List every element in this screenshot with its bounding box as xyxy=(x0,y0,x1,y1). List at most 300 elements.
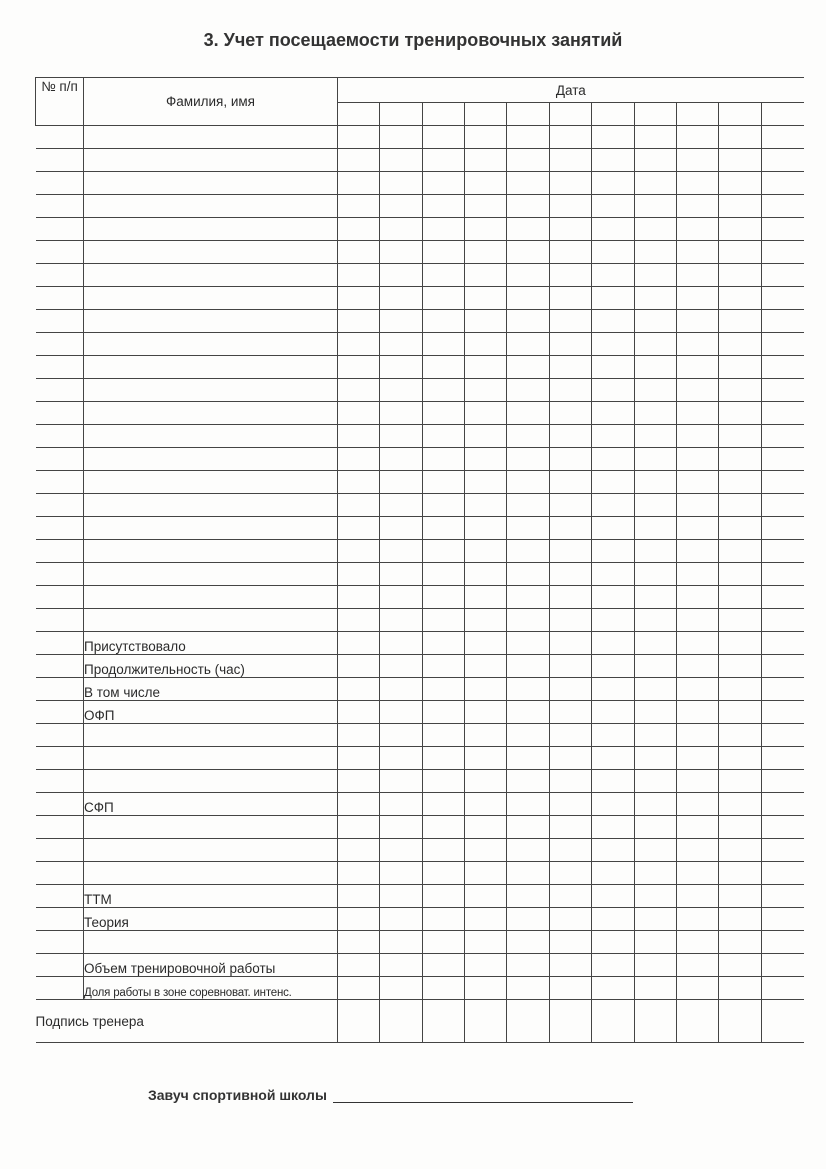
attendance-cell[interactable] xyxy=(549,287,591,310)
row-number-cell[interactable] xyxy=(36,356,84,379)
attendance-cell[interactable] xyxy=(549,563,591,586)
attendance-cell[interactable] xyxy=(338,264,380,287)
attendance-cell[interactable] xyxy=(676,839,718,862)
attendance-cell[interactable] xyxy=(507,885,549,908)
attendance-cell[interactable] xyxy=(422,218,464,241)
attendance-cell[interactable] xyxy=(422,517,464,540)
row-number-cell[interactable] xyxy=(36,770,84,793)
attendance-cell[interactable] xyxy=(380,977,422,1000)
name-cell[interactable] xyxy=(84,218,338,241)
attendance-cell[interactable] xyxy=(592,609,634,632)
attendance-cell[interactable] xyxy=(380,724,422,747)
attendance-cell[interactable] xyxy=(761,701,804,724)
attendance-cell[interactable] xyxy=(380,701,422,724)
attendance-cell[interactable] xyxy=(380,425,422,448)
date-slot[interactable] xyxy=(761,103,804,126)
attendance-cell[interactable] xyxy=(422,793,464,816)
date-slot[interactable] xyxy=(465,103,507,126)
attendance-cell[interactable] xyxy=(422,310,464,333)
attendance-cell[interactable] xyxy=(338,724,380,747)
date-slot[interactable] xyxy=(676,103,718,126)
name-cell[interactable] xyxy=(84,862,338,885)
attendance-cell[interactable] xyxy=(380,126,422,149)
attendance-cell[interactable] xyxy=(380,931,422,954)
attendance-cell[interactable] xyxy=(549,310,591,333)
attendance-cell[interactable] xyxy=(380,333,422,356)
attendance-cell[interactable] xyxy=(592,724,634,747)
attendance-cell[interactable] xyxy=(634,425,676,448)
attendance-cell[interactable] xyxy=(719,287,761,310)
attendance-cell[interactable] xyxy=(634,195,676,218)
attendance-cell[interactable] xyxy=(507,517,549,540)
attendance-cell[interactable] xyxy=(634,908,676,931)
attendance-cell[interactable] xyxy=(592,586,634,609)
attendance-cell[interactable] xyxy=(634,724,676,747)
attendance-cell[interactable] xyxy=(465,356,507,379)
name-cell[interactable] xyxy=(84,931,338,954)
name-cell[interactable] xyxy=(84,379,338,402)
attendance-cell[interactable] xyxy=(507,126,549,149)
attendance-cell[interactable] xyxy=(422,816,464,839)
attendance-cell[interactable] xyxy=(422,839,464,862)
attendance-cell[interactable] xyxy=(338,425,380,448)
attendance-cell[interactable] xyxy=(719,494,761,517)
attendance-cell[interactable] xyxy=(761,517,804,540)
row-number-cell[interactable] xyxy=(36,678,84,701)
attendance-cell[interactable] xyxy=(507,931,549,954)
attendance-cell[interactable] xyxy=(592,333,634,356)
attendance-cell[interactable] xyxy=(338,218,380,241)
attendance-cell[interactable] xyxy=(676,356,718,379)
attendance-cell[interactable] xyxy=(422,678,464,701)
attendance-cell[interactable] xyxy=(465,310,507,333)
name-cell[interactable] xyxy=(84,724,338,747)
attendance-cell[interactable] xyxy=(592,632,634,655)
attendance-cell[interactable] xyxy=(465,954,507,977)
attendance-cell[interactable] xyxy=(676,287,718,310)
attendance-cell[interactable] xyxy=(676,379,718,402)
attendance-cell[interactable] xyxy=(422,172,464,195)
attendance-cell[interactable] xyxy=(676,977,718,1000)
attendance-cell[interactable] xyxy=(338,494,380,517)
attendance-cell[interactable] xyxy=(380,885,422,908)
attendance-cell[interactable] xyxy=(549,126,591,149)
attendance-cell[interactable] xyxy=(465,793,507,816)
attendance-cell[interactable] xyxy=(338,632,380,655)
attendance-cell[interactable] xyxy=(507,816,549,839)
attendance-cell[interactable] xyxy=(338,678,380,701)
attendance-cell[interactable] xyxy=(422,563,464,586)
attendance-cell[interactable] xyxy=(507,954,549,977)
name-cell[interactable] xyxy=(84,241,338,264)
attendance-cell[interactable] xyxy=(380,149,422,172)
attendance-cell[interactable] xyxy=(549,931,591,954)
attendance-cell[interactable] xyxy=(465,747,507,770)
attendance-cell[interactable] xyxy=(676,149,718,172)
attendance-cell[interactable] xyxy=(634,816,676,839)
attendance-cell[interactable] xyxy=(507,471,549,494)
row-number-cell[interactable] xyxy=(36,517,84,540)
attendance-cell[interactable] xyxy=(592,517,634,540)
attendance-cell[interactable] xyxy=(592,287,634,310)
attendance-cell[interactable] xyxy=(465,655,507,678)
attendance-cell[interactable] xyxy=(507,356,549,379)
row-number-cell[interactable] xyxy=(36,655,84,678)
attendance-cell[interactable] xyxy=(380,816,422,839)
attendance-cell[interactable] xyxy=(634,287,676,310)
attendance-cell[interactable] xyxy=(338,908,380,931)
attendance-cell[interactable] xyxy=(465,885,507,908)
attendance-cell[interactable] xyxy=(507,172,549,195)
attendance-cell[interactable] xyxy=(507,563,549,586)
attendance-cell[interactable] xyxy=(719,218,761,241)
attendance-cell[interactable] xyxy=(634,471,676,494)
date-slot[interactable] xyxy=(507,103,549,126)
row-number-cell[interactable] xyxy=(36,701,84,724)
attendance-cell[interactable] xyxy=(676,172,718,195)
attendance-cell[interactable] xyxy=(761,287,804,310)
name-cell[interactable] xyxy=(84,264,338,287)
attendance-cell[interactable] xyxy=(592,839,634,862)
attendance-cell[interactable] xyxy=(549,954,591,977)
attendance-cell[interactable] xyxy=(465,540,507,563)
attendance-cell[interactable] xyxy=(592,931,634,954)
attendance-cell[interactable] xyxy=(719,609,761,632)
attendance-cell[interactable] xyxy=(592,425,634,448)
attendance-cell[interactable] xyxy=(549,471,591,494)
attendance-cell[interactable] xyxy=(676,816,718,839)
attendance-cell[interactable] xyxy=(507,494,549,517)
attendance-cell[interactable] xyxy=(338,448,380,471)
attendance-cell[interactable] xyxy=(422,149,464,172)
attendance-cell[interactable] xyxy=(549,241,591,264)
name-cell[interactable] xyxy=(84,172,338,195)
attendance-cell[interactable] xyxy=(507,770,549,793)
attendance-cell[interactable] xyxy=(380,908,422,931)
name-cell[interactable] xyxy=(84,747,338,770)
attendance-cell[interactable] xyxy=(422,977,464,1000)
attendance-cell[interactable] xyxy=(507,379,549,402)
attendance-cell[interactable] xyxy=(676,931,718,954)
attendance-cell[interactable] xyxy=(338,977,380,1000)
attendance-cell[interactable] xyxy=(676,540,718,563)
attendance-cell[interactable] xyxy=(422,724,464,747)
date-slot[interactable] xyxy=(422,103,464,126)
attendance-cell[interactable] xyxy=(380,448,422,471)
attendance-cell[interactable] xyxy=(761,678,804,701)
attendance-cell[interactable] xyxy=(465,770,507,793)
attendance-cell[interactable] xyxy=(422,402,464,425)
attendance-cell[interactable] xyxy=(592,954,634,977)
attendance-cell[interactable] xyxy=(549,655,591,678)
attendance-cell[interactable] xyxy=(761,540,804,563)
attendance-cell[interactable] xyxy=(719,379,761,402)
date-slot[interactable] xyxy=(592,103,634,126)
attendance-cell[interactable] xyxy=(380,241,422,264)
attendance-cell[interactable] xyxy=(592,241,634,264)
attendance-cell[interactable] xyxy=(465,678,507,701)
date-slot[interactable] xyxy=(719,103,761,126)
attendance-cell[interactable] xyxy=(676,885,718,908)
attendance-cell[interactable] xyxy=(549,402,591,425)
attendance-cell[interactable] xyxy=(592,218,634,241)
attendance-cell[interactable] xyxy=(338,172,380,195)
head-teacher-signature-field[interactable] xyxy=(333,1090,633,1103)
row-number-cell[interactable] xyxy=(36,931,84,954)
attendance-cell[interactable] xyxy=(676,195,718,218)
attendance-cell[interactable] xyxy=(761,126,804,149)
attendance-cell[interactable] xyxy=(380,839,422,862)
attendance-cell[interactable] xyxy=(465,287,507,310)
attendance-cell[interactable] xyxy=(676,678,718,701)
attendance-cell[interactable] xyxy=(592,402,634,425)
attendance-cell[interactable] xyxy=(592,379,634,402)
row-number-cell[interactable] xyxy=(36,586,84,609)
row-number-cell[interactable] xyxy=(36,126,84,149)
attendance-cell[interactable] xyxy=(422,356,464,379)
attendance-cell[interactable] xyxy=(380,678,422,701)
attendance-cell[interactable] xyxy=(507,724,549,747)
attendance-cell[interactable] xyxy=(719,816,761,839)
attendance-cell[interactable] xyxy=(380,655,422,678)
attendance-cell[interactable] xyxy=(507,701,549,724)
name-cell[interactable] xyxy=(84,287,338,310)
attendance-cell[interactable] xyxy=(549,218,591,241)
attendance-cell[interactable] xyxy=(676,954,718,977)
attendance-cell[interactable] xyxy=(676,402,718,425)
attendance-cell[interactable] xyxy=(338,816,380,839)
attendance-cell[interactable] xyxy=(465,816,507,839)
attendance-cell[interactable] xyxy=(634,586,676,609)
attendance-cell[interactable] xyxy=(507,839,549,862)
attendance-cell[interactable] xyxy=(507,195,549,218)
signature-cell[interactable] xyxy=(719,1000,761,1043)
attendance-cell[interactable] xyxy=(761,747,804,770)
attendance-cell[interactable] xyxy=(719,540,761,563)
attendance-cell[interactable] xyxy=(380,770,422,793)
attendance-cell[interactable] xyxy=(338,310,380,333)
attendance-cell[interactable] xyxy=(507,448,549,471)
row-number-cell[interactable] xyxy=(36,724,84,747)
attendance-cell[interactable] xyxy=(338,770,380,793)
attendance-cell[interactable] xyxy=(507,149,549,172)
attendance-cell[interactable] xyxy=(719,425,761,448)
attendance-cell[interactable] xyxy=(338,287,380,310)
row-number-cell[interactable] xyxy=(36,816,84,839)
attendance-cell[interactable] xyxy=(422,425,464,448)
attendance-cell[interactable] xyxy=(380,586,422,609)
attendance-cell[interactable] xyxy=(338,540,380,563)
attendance-cell[interactable] xyxy=(719,126,761,149)
name-cell[interactable] xyxy=(84,402,338,425)
row-number-cell[interactable] xyxy=(36,287,84,310)
attendance-cell[interactable] xyxy=(719,149,761,172)
attendance-cell[interactable] xyxy=(422,655,464,678)
attendance-cell[interactable] xyxy=(676,494,718,517)
attendance-cell[interactable] xyxy=(592,356,634,379)
row-number-cell[interactable] xyxy=(36,862,84,885)
attendance-cell[interactable] xyxy=(507,908,549,931)
attendance-cell[interactable] xyxy=(761,839,804,862)
attendance-cell[interactable] xyxy=(549,747,591,770)
attendance-cell[interactable] xyxy=(676,264,718,287)
attendance-cell[interactable] xyxy=(465,862,507,885)
attendance-cell[interactable] xyxy=(465,839,507,862)
attendance-cell[interactable] xyxy=(338,126,380,149)
attendance-cell[interactable] xyxy=(465,563,507,586)
attendance-cell[interactable] xyxy=(634,241,676,264)
attendance-cell[interactable] xyxy=(719,678,761,701)
date-slot[interactable] xyxy=(338,103,380,126)
signature-cell[interactable] xyxy=(592,1000,634,1043)
attendance-cell[interactable] xyxy=(338,241,380,264)
attendance-cell[interactable] xyxy=(465,195,507,218)
row-number-cell[interactable] xyxy=(36,793,84,816)
attendance-cell[interactable] xyxy=(380,954,422,977)
attendance-cell[interactable] xyxy=(465,425,507,448)
attendance-cell[interactable] xyxy=(761,609,804,632)
attendance-cell[interactable] xyxy=(634,655,676,678)
name-cell[interactable] xyxy=(84,540,338,563)
attendance-cell[interactable] xyxy=(549,517,591,540)
attendance-cell[interactable] xyxy=(549,448,591,471)
attendance-cell[interactable] xyxy=(338,931,380,954)
attendance-cell[interactable] xyxy=(549,149,591,172)
attendance-cell[interactable] xyxy=(507,333,549,356)
attendance-cell[interactable] xyxy=(338,356,380,379)
name-cell[interactable] xyxy=(84,609,338,632)
attendance-cell[interactable] xyxy=(422,195,464,218)
attendance-cell[interactable] xyxy=(422,264,464,287)
attendance-cell[interactable] xyxy=(592,908,634,931)
attendance-cell[interactable] xyxy=(676,241,718,264)
attendance-cell[interactable] xyxy=(380,379,422,402)
attendance-cell[interactable] xyxy=(676,563,718,586)
attendance-cell[interactable] xyxy=(719,701,761,724)
attendance-cell[interactable] xyxy=(592,701,634,724)
signature-cell[interactable] xyxy=(676,1000,718,1043)
attendance-cell[interactable] xyxy=(592,195,634,218)
attendance-cell[interactable] xyxy=(634,494,676,517)
attendance-cell[interactable] xyxy=(676,747,718,770)
attendance-cell[interactable] xyxy=(549,540,591,563)
attendance-cell[interactable] xyxy=(422,632,464,655)
attendance-cell[interactable] xyxy=(676,908,718,931)
attendance-cell[interactable] xyxy=(549,172,591,195)
row-number-cell[interactable] xyxy=(36,310,84,333)
attendance-cell[interactable] xyxy=(380,563,422,586)
signature-cell[interactable] xyxy=(507,1000,549,1043)
attendance-cell[interactable] xyxy=(592,471,634,494)
attendance-cell[interactable] xyxy=(719,862,761,885)
attendance-cell[interactable] xyxy=(338,701,380,724)
row-number-cell[interactable] xyxy=(36,172,84,195)
attendance-cell[interactable] xyxy=(549,862,591,885)
attendance-cell[interactable] xyxy=(422,287,464,310)
attendance-cell[interactable] xyxy=(507,310,549,333)
attendance-cell[interactable] xyxy=(422,494,464,517)
row-number-cell[interactable] xyxy=(36,379,84,402)
attendance-cell[interactable] xyxy=(422,862,464,885)
attendance-cell[interactable] xyxy=(422,954,464,977)
name-cell[interactable] xyxy=(84,563,338,586)
attendance-cell[interactable] xyxy=(634,333,676,356)
attendance-cell[interactable] xyxy=(719,195,761,218)
attendance-cell[interactable] xyxy=(507,540,549,563)
attendance-cell[interactable] xyxy=(634,402,676,425)
signature-cell[interactable] xyxy=(380,1000,422,1043)
attendance-cell[interactable] xyxy=(549,632,591,655)
attendance-cell[interactable] xyxy=(592,172,634,195)
attendance-cell[interactable] xyxy=(634,701,676,724)
attendance-cell[interactable] xyxy=(761,195,804,218)
attendance-cell[interactable] xyxy=(719,356,761,379)
row-number-cell[interactable] xyxy=(36,908,84,931)
attendance-cell[interactable] xyxy=(549,494,591,517)
attendance-cell[interactable] xyxy=(380,471,422,494)
attendance-cell[interactable] xyxy=(507,747,549,770)
attendance-cell[interactable] xyxy=(761,632,804,655)
attendance-cell[interactable] xyxy=(592,149,634,172)
attendance-cell[interactable] xyxy=(549,356,591,379)
attendance-cell[interactable] xyxy=(761,954,804,977)
attendance-cell[interactable] xyxy=(719,632,761,655)
row-number-cell[interactable] xyxy=(36,885,84,908)
attendance-cell[interactable] xyxy=(338,149,380,172)
attendance-cell[interactable] xyxy=(761,402,804,425)
name-cell[interactable] xyxy=(84,586,338,609)
attendance-cell[interactable] xyxy=(676,862,718,885)
attendance-cell[interactable] xyxy=(465,379,507,402)
attendance-cell[interactable] xyxy=(507,609,549,632)
name-cell[interactable] xyxy=(84,356,338,379)
attendance-cell[interactable] xyxy=(719,241,761,264)
attendance-cell[interactable] xyxy=(465,241,507,264)
attendance-cell[interactable] xyxy=(676,586,718,609)
attendance-cell[interactable] xyxy=(592,563,634,586)
attendance-cell[interactable] xyxy=(719,310,761,333)
attendance-cell[interactable] xyxy=(761,172,804,195)
attendance-cell[interactable] xyxy=(465,471,507,494)
attendance-cell[interactable] xyxy=(549,379,591,402)
attendance-cell[interactable] xyxy=(338,195,380,218)
attendance-cell[interactable] xyxy=(761,356,804,379)
attendance-cell[interactable] xyxy=(719,172,761,195)
attendance-cell[interactable] xyxy=(549,908,591,931)
attendance-cell[interactable] xyxy=(761,586,804,609)
attendance-cell[interactable] xyxy=(634,885,676,908)
attendance-cell[interactable] xyxy=(719,931,761,954)
row-number-cell[interactable] xyxy=(36,471,84,494)
attendance-cell[interactable] xyxy=(592,770,634,793)
row-number-cell[interactable] xyxy=(36,149,84,172)
attendance-cell[interactable] xyxy=(761,264,804,287)
row-number-cell[interactable] xyxy=(36,218,84,241)
attendance-cell[interactable] xyxy=(380,540,422,563)
attendance-cell[interactable] xyxy=(676,218,718,241)
attendance-cell[interactable] xyxy=(634,310,676,333)
attendance-cell[interactable] xyxy=(761,563,804,586)
attendance-cell[interactable] xyxy=(761,816,804,839)
attendance-cell[interactable] xyxy=(507,977,549,1000)
attendance-cell[interactable] xyxy=(634,839,676,862)
attendance-cell[interactable] xyxy=(634,356,676,379)
attendance-cell[interactable] xyxy=(507,241,549,264)
attendance-cell[interactable] xyxy=(592,494,634,517)
attendance-cell[interactable] xyxy=(761,494,804,517)
attendance-cell[interactable] xyxy=(761,333,804,356)
name-cell[interactable] xyxy=(84,471,338,494)
